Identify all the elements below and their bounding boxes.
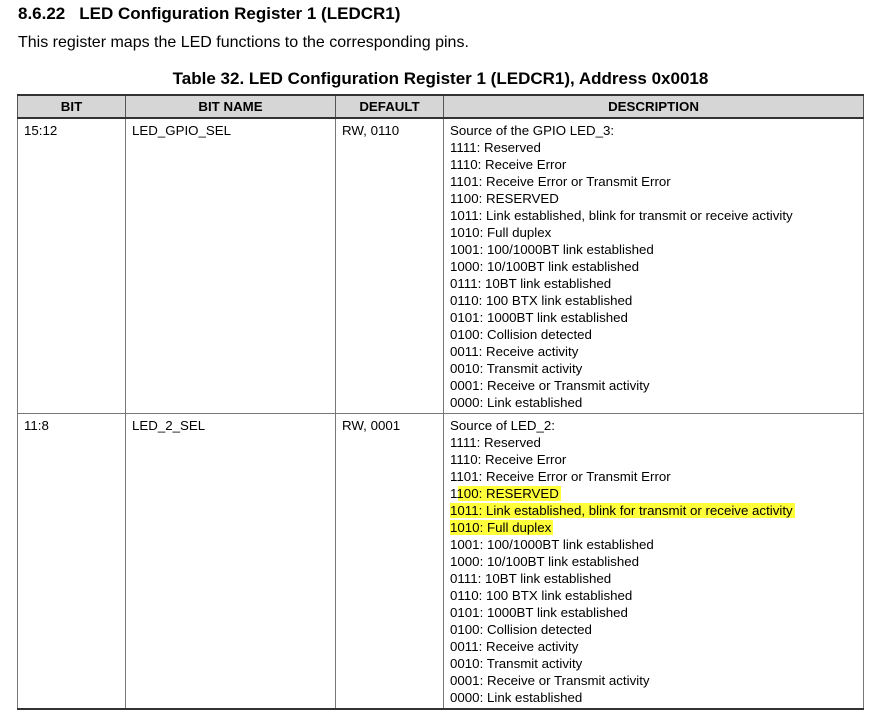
section-title: LED Configuration Register 1 (LEDCR1) — [79, 4, 401, 23]
description-line — [450, 139, 858, 156]
description-line-text: 1001: 100/1000BT link established — [450, 536, 654, 552]
cell-bit: 11:8 — [18, 413, 126, 709]
description-line — [450, 122, 858, 139]
description-line-text: 0010: Transmit activity — [450, 655, 583, 671]
description-lines — [450, 417, 858, 706]
description-line-text: 1100: RESERVED — [450, 191, 559, 206]
description-line-text: 0011: Receive activity — [450, 638, 579, 654]
description-line — [450, 689, 858, 706]
description-line — [450, 241, 858, 258]
description-line-text: 1100: RESERVED — [450, 485, 559, 501]
description-line — [450, 519, 858, 536]
description-line-text: 1010: Full duplex — [450, 519, 552, 535]
description-line-text: 0101: 1000BT link established — [450, 604, 628, 620]
description-line — [450, 672, 858, 689]
description-line — [450, 553, 858, 570]
description-line — [450, 502, 858, 519]
description-line-text: 0111: 10BT link established — [450, 276, 612, 291]
description-line — [450, 604, 858, 621]
cell-bit-name: LED_2_SEL — [126, 413, 336, 709]
description-line — [450, 485, 858, 502]
description-line-text: 1001: 100/1000BT link established — [450, 242, 654, 257]
cell-description — [444, 413, 864, 709]
description-line-text: 0001: Receive or Transmit activity — [450, 378, 650, 393]
section-heading — [18, 4, 400, 24]
description-line-text: Source of the GPIO LED_3: — [450, 123, 615, 138]
cell-default: RW, 0110 — [336, 118, 444, 413]
description-line — [450, 638, 858, 655]
section-number: 8.6.22 — [18, 4, 66, 23]
description-line — [450, 326, 858, 343]
description-line — [450, 360, 858, 377]
header-description: DESCRIPTION — [444, 95, 864, 118]
description-line-text: 1111: Reserved — [450, 140, 541, 155]
description-line-text: 0110: 100 BTX link established — [450, 293, 633, 308]
cell-description — [444, 118, 864, 413]
register-table — [17, 94, 864, 710]
description-line-text: 1111: Reserved — [450, 434, 541, 450]
table-row — [18, 413, 864, 709]
description-line-text: 1010: Full duplex — [450, 225, 552, 240]
description-line — [450, 156, 858, 173]
description-line — [450, 621, 858, 638]
description-line — [450, 173, 858, 190]
description-line — [450, 207, 858, 224]
description-line — [450, 292, 858, 309]
description-line-text: 1000: 10/100BT link established — [450, 553, 640, 569]
description-line-text: 0100: Collision detected — [450, 621, 592, 637]
table-row — [18, 118, 864, 413]
description-line — [450, 258, 858, 275]
description-line-text: 1011: Link established, blink for transmit or receive activity — [450, 208, 793, 223]
header-bit: BIT — [18, 95, 126, 118]
cell-default: RW, 0001 — [336, 413, 444, 709]
description-line — [450, 190, 858, 207]
description-line-text: 1011: Link established, blink for transmit or receive activity — [450, 502, 793, 518]
description-line — [450, 377, 858, 394]
table-caption: Table 32. LED Configuration Register 1 (LEDCR1), Address 0x0018 — [172, 69, 709, 88]
cell-bit: 15:12 — [18, 118, 126, 413]
header-default: DEFAULT — [336, 95, 444, 118]
description-line-text: 1101: Receive Error or Transmit Error — [450, 468, 671, 484]
description-line-text: 0001: Receive or Transmit activity — [450, 672, 650, 688]
description-line-text: 1110: Receive Error — [450, 157, 567, 172]
description-line — [450, 224, 858, 241]
description-line-text: 0010: Transmit activity — [450, 361, 583, 376]
table-header-row — [18, 95, 864, 118]
description-line — [450, 275, 858, 292]
description-line-text: 0110: 100 BTX link established — [450, 587, 633, 603]
cell-bit-name: LED_GPIO_SEL — [126, 118, 336, 413]
description-line — [450, 587, 858, 604]
description-line — [450, 434, 858, 451]
description-line — [450, 394, 858, 411]
description-line — [450, 468, 858, 485]
description-line-text: 0111: 10BT link established — [450, 570, 612, 586]
description-line-text: 1110: Receive Error — [450, 451, 567, 467]
description-line-text: 1101: Receive Error or Transmit Error — [450, 174, 671, 189]
description-line-text: 0000: Link established — [450, 395, 583, 410]
description-line-text: 1000: 10/100BT link established — [450, 259, 640, 274]
description-line — [450, 570, 858, 587]
description-line-text: 0000: Link established — [450, 689, 583, 705]
description-line-text: Source of LED_2: — [450, 417, 555, 433]
header-bit-name: BIT NAME — [126, 95, 336, 118]
description-line-text: 0011: Receive activity — [450, 344, 579, 359]
section-intro: This register maps the LED functions to the corresponding pins. — [18, 34, 469, 51]
description-line — [450, 655, 858, 672]
description-line — [450, 309, 858, 326]
description-line — [450, 451, 858, 468]
description-line-text: 0100: Collision detected — [450, 327, 592, 342]
description-line — [450, 417, 858, 434]
description-lines — [450, 122, 858, 411]
description-line — [450, 536, 858, 553]
description-line — [450, 343, 858, 360]
description-line-text: 0101: 1000BT link established — [450, 310, 628, 325]
